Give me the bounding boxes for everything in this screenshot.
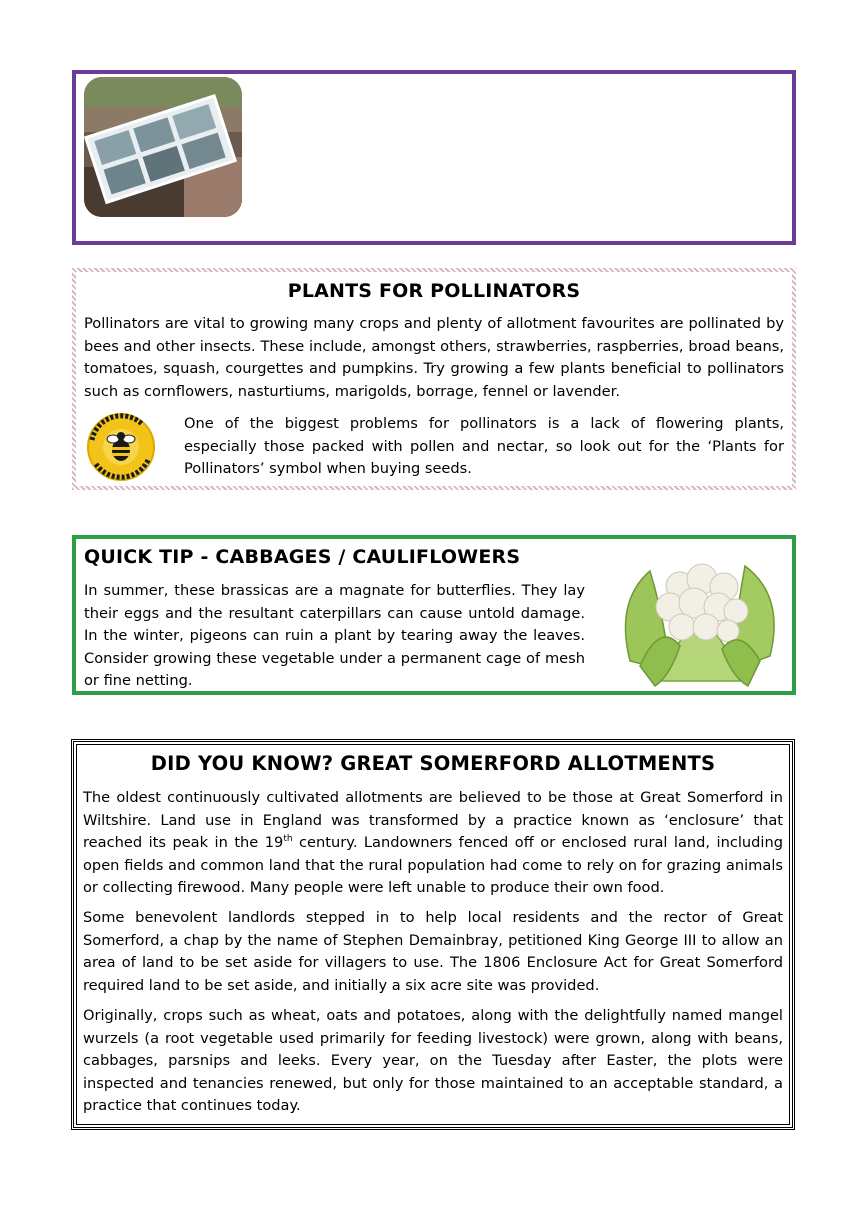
window-frame-photo: [84, 77, 242, 217]
did-you-know-paragraph-3: Originally, crops such as wheat, oats and potatoes, along with the delightfully named mangel wurzels (a root vegetable used primarily for feeding livestock) were grown, along with beans, cabbages, parsnips and leeks. Every year, on the Tuesday after Easter, the plots were inspected and tenancies renewed, but only for those maintained to an acceptable standard, a practice that continues today.: [83, 1007, 783, 1114]
cauliflower-image: [610, 541, 790, 691]
quick-tip-section: [72, 535, 796, 695]
paragraph-1-text-b: century. Landowners fenced off or enclosed rural land, including open fields and common land that the rural population had come to rely on for grazing animals or collecting firewood. Many people were left unable to produce their own food.: [83, 834, 783, 896]
rhs-plants-for-pollinators-logo-icon: [82, 412, 160, 482]
quick-tip-text: In summer, these brassicas are a magnate for butterflies. They lay their eggs and the resultant caterpillars can cause untold damage. In the winter, pigeons can ruin a plant by tearing away the leaves. Consider growing these vegetable under a permanent cage of mesh or fine netting.: [84, 582, 585, 689]
pollinators-section: [72, 268, 796, 490]
superscript-th: th: [283, 834, 293, 845]
did-you-know-paragraph-2: Some benevolent landlords stepped in to help local residents and the rector of Great Somerford, a chap by the name of Stephen Demainbray, petitioned King George III to allow an area of land to be set aside for villagers to use. The 1806 Enclosure Act for Great Somerford required land to be set aside, and initially a six acre site was provided.: [83, 909, 783, 994]
photo-panel: [72, 70, 796, 245]
did-you-know-section: [71, 739, 795, 1130]
pollinators-symbol-paragraph: One of the biggest problems for pollinators is a lack of flowering plants, especially those packed with pollen and nectar, so look out for the ‘Plants for Pollinators’ symbol when buying seeds.: [184, 415, 784, 477]
did-you-know-paragraph-1: [83, 787, 783, 900]
paragraph-1-text-a: The oldest continuously cultivated allotments are believed to be those at Great Somerford in Wiltshire. Land use in England was transformed by a practice known as ‘enclosure’ that reached its peak in the 19: [83, 789, 783, 851]
did-you-know-title: DID YOU KNOW? GREAT SOMERFORD ALLOTMENTS: [150, 752, 716, 775]
quick-tip-title: QUICK TIP - CABBAGES / CAULIFLOWERS: [84, 546, 521, 568]
pollinators-title: PLANTS FOR POLLINATORS: [287, 280, 581, 302]
pollinators-paragraph: Pollinators are vital to growing many crops and plenty of allotment favourites are pollinated by bees and other insects. These include, amongst others, strawberries, raspberries, broad beans, tomatoes, squash, courgettes and pumpkins. Try growing a few plants beneficial to pollinators such as cornflowers, nasturtiums, marigolds, borrage, fennel or lavender.: [84, 315, 784, 400]
